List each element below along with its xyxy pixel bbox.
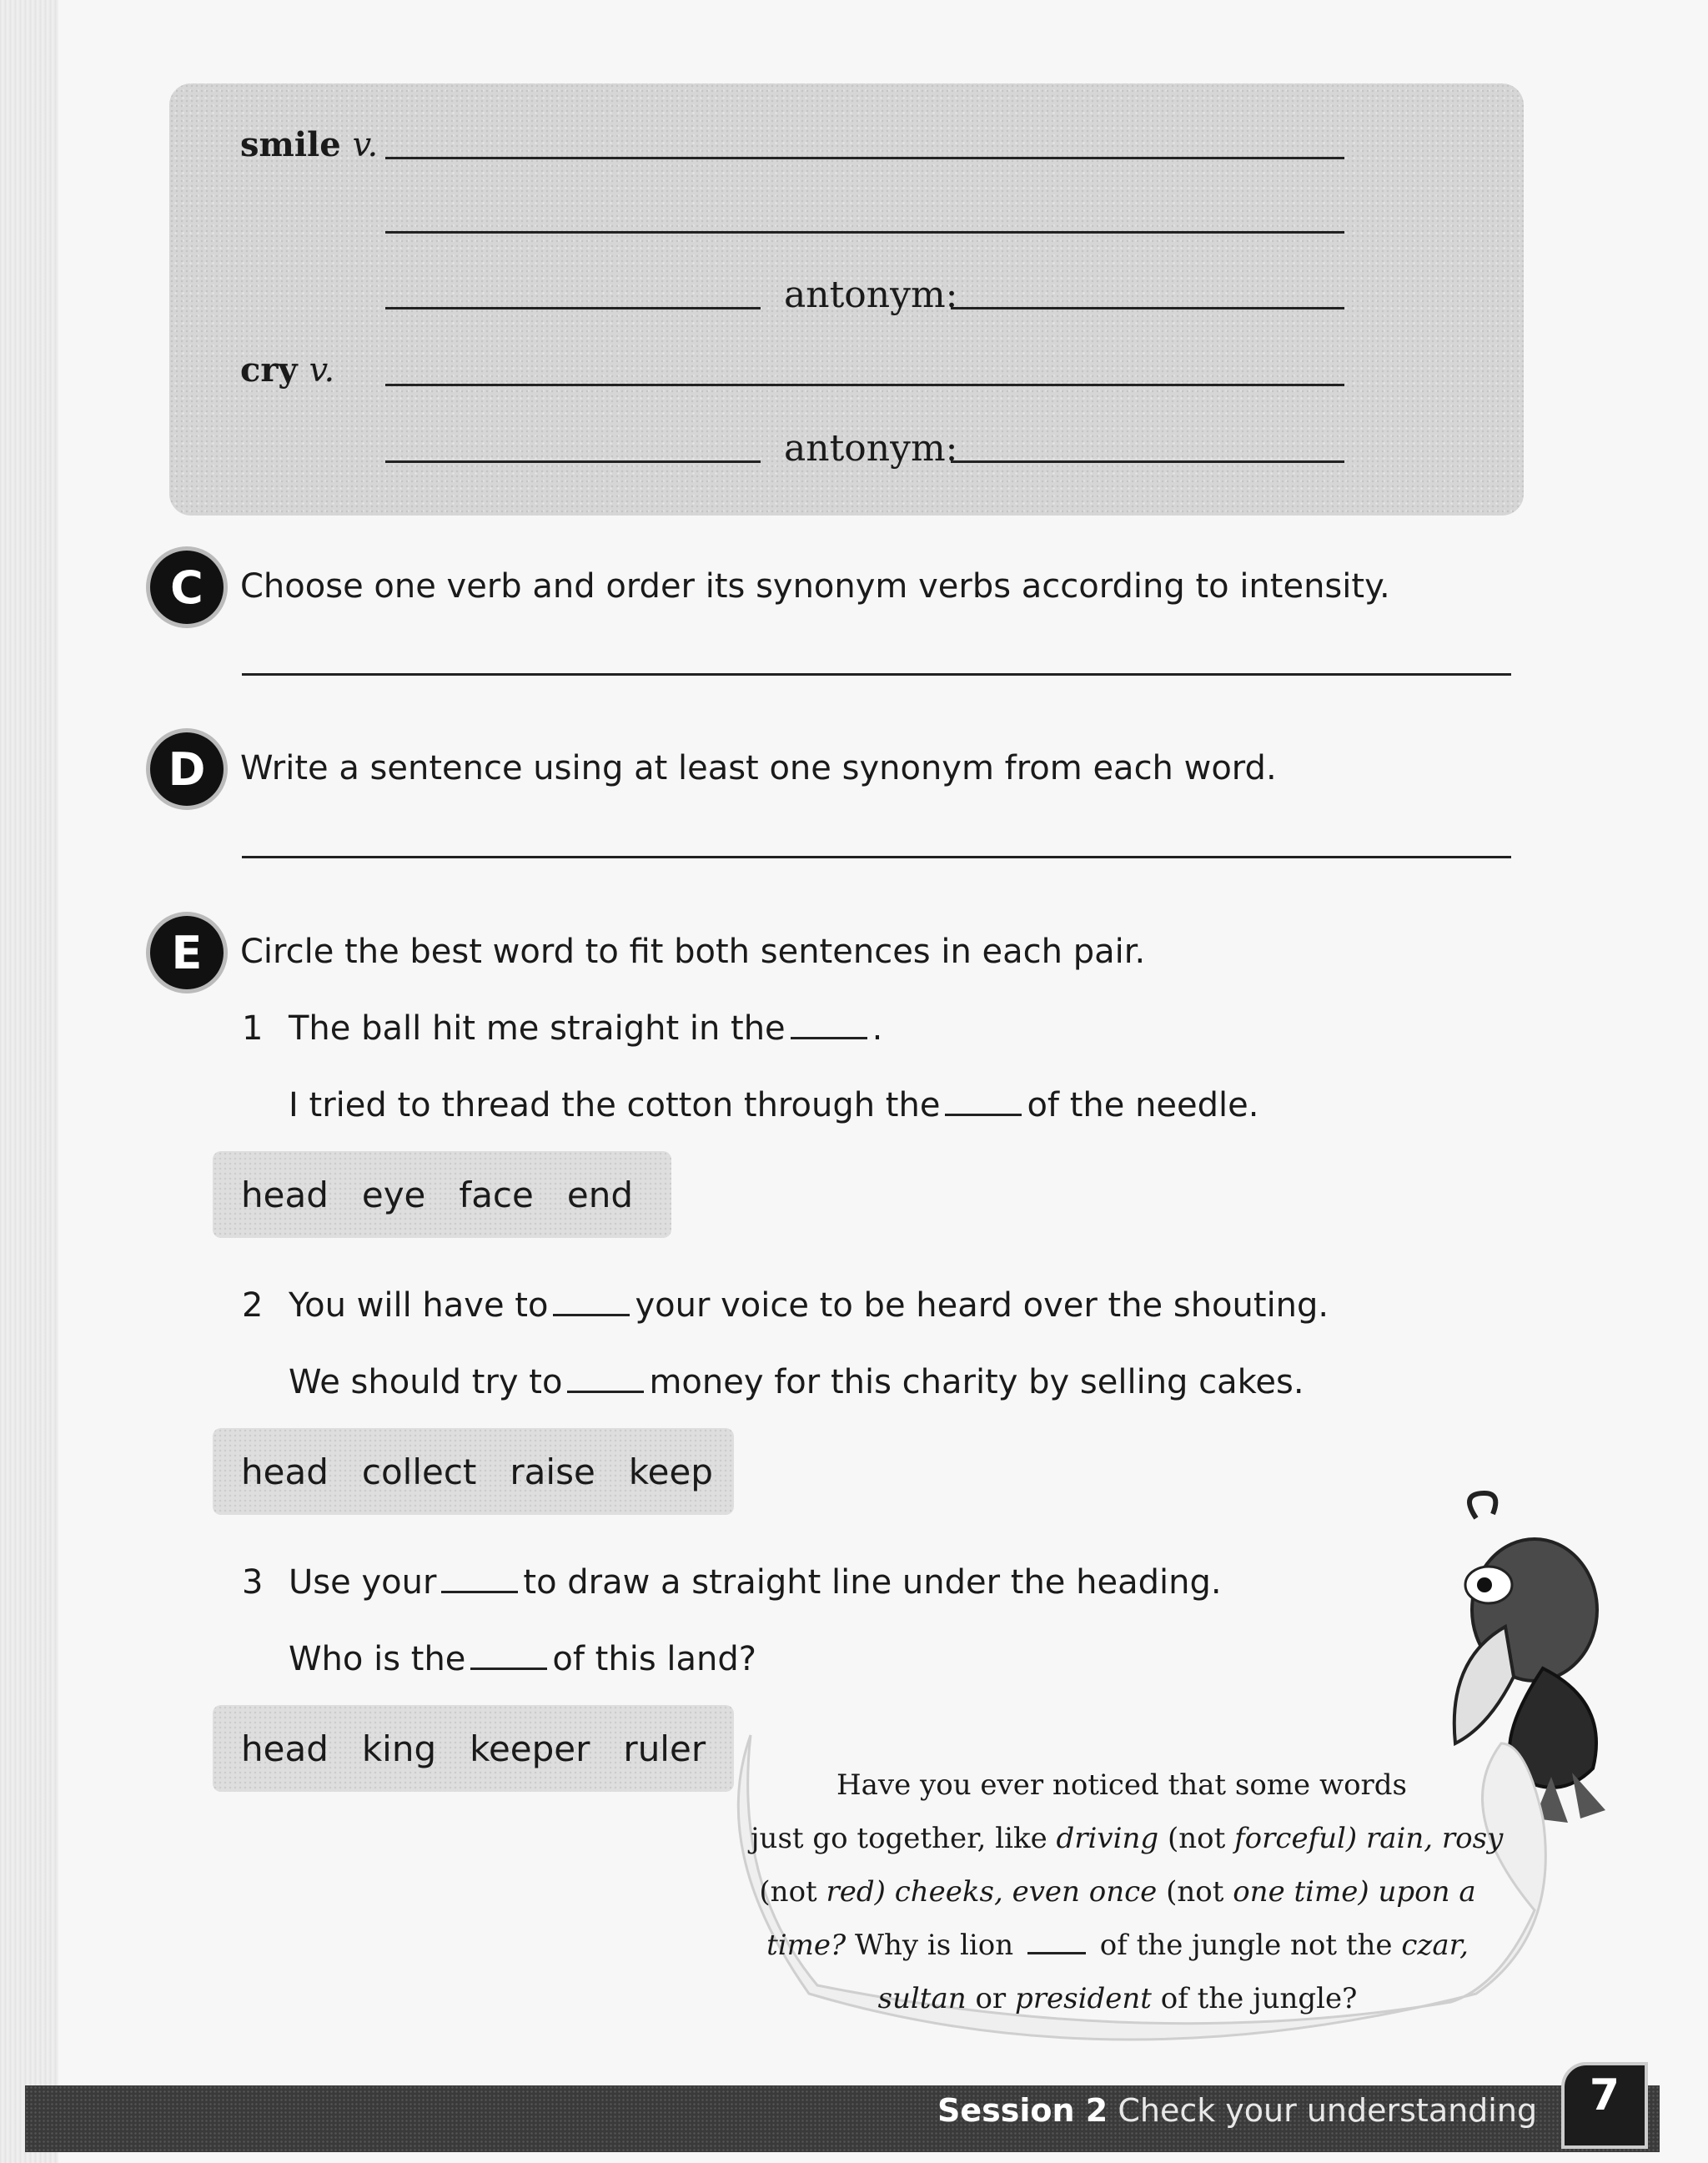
answer-line[interactable] [385,460,761,463]
question-3-line-2: Who is the of this land? [289,1640,756,1678]
question-2-line-2: We should try to money for this charity by selling cakes. [289,1363,1304,1401]
choice-word[interactable]: king [361,1728,437,1769]
antonym-line[interactable] [951,460,1344,463]
choice-word[interactable]: raise [510,1451,595,1492]
page-edge [0,0,58,2163]
question-3-line-1: Use your to draw a straight line under the heading. [289,1563,1222,1602]
question-1-line-2: I tried to thread the cotton through the of the needle. [289,1086,1259,1124]
answer-line[interactable] [385,157,1344,159]
answer-line[interactable] [385,384,1344,386]
choice-word[interactable]: ruler [623,1728,706,1769]
bubble-line: just go together, like driving (not forceful) rain, rosy [751,1822,1504,1855]
antonym-label: antonym: [784,427,958,470]
question-number: 3 [242,1563,264,1602]
bubble-line: time? Why is lion of the jungle not the czar, [766,1929,1469,1962]
blank [470,1662,547,1670]
choice-word[interactable]: keeper [470,1728,590,1769]
section-d-instruction: Write a sentence using at least one synonym from each word. [240,749,1277,787]
question-1-line-1: The ball hit me straight in the . [289,1009,883,1048]
antonym-line[interactable] [951,307,1344,309]
bubble-line: sultan or president of the jungle? [877,1982,1358,2015]
choice-word[interactable]: keep [628,1451,713,1492]
antonym-label: antonym: [784,274,958,316]
answer-line[interactable] [385,307,761,309]
choice-word[interactable]: eye [361,1174,426,1215]
section-c-instruction: Choose one verb and order its synonym verbs according to intensity. [240,567,1390,606]
question-number: 2 [242,1286,264,1325]
bubble-line: (not red) cheeks, even once (not one time) upon a [759,1875,1476,1909]
question-2-line-1: You will have to your voice to be heard over the shouting. [289,1286,1329,1325]
section-e-badge: E [150,916,224,989]
footer-label: Session 2 Check your understanding [937,2092,1538,2129]
choice-word[interactable]: head [241,1174,329,1215]
blank [441,1586,518,1593]
blank [791,1032,867,1039]
page-number: 7 [1561,2062,1648,2149]
section-e-instruction: Circle the best word to fit both sentences in each pair. [240,933,1146,971]
word-smile: smile v. [240,125,379,164]
blank [945,1109,1022,1116]
word-cry: cry v. [240,350,335,390]
choice-word[interactable]: head [241,1451,329,1492]
choice-word[interactable]: face [459,1174,534,1215]
blank [1027,1947,1086,1954]
section-c-badge: C [150,551,224,624]
section-c-answer-line[interactable] [242,673,1511,676]
question-number: 1 [242,1009,264,1048]
blank [553,1309,630,1316]
choice-box-2 [213,1428,734,1515]
choice-word[interactable]: head [241,1728,329,1769]
choice-box-1 [213,1151,671,1238]
choice-word[interactable]: collect [361,1451,477,1492]
choice-box-3 [213,1705,734,1792]
section-d-badge: D [150,732,224,806]
bubble-line: Have you ever noticed that some words [836,1768,1408,1802]
blank [567,1386,644,1393]
section-d-answer-line[interactable] [242,856,1511,858]
answer-line[interactable] [385,231,1344,234]
choice-word[interactable]: end [566,1174,633,1215]
